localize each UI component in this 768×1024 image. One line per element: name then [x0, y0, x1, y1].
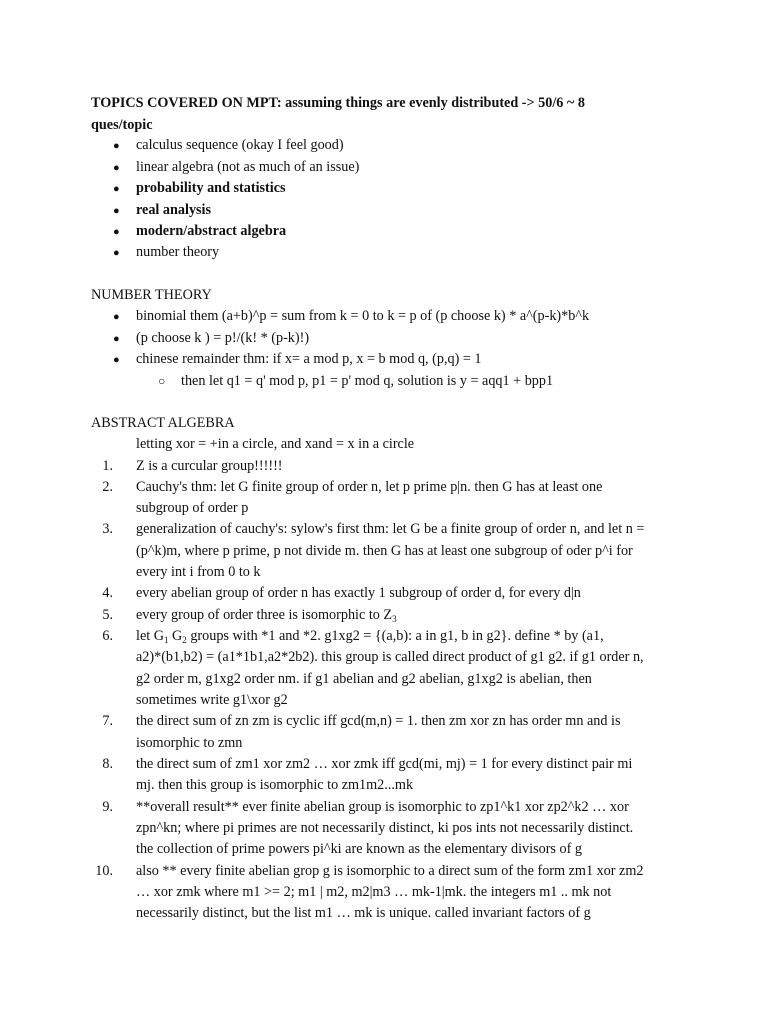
bullet-icon: ● [113, 140, 120, 152]
list-item-line: the direct sum of zn zm is cyclic iff gcd(m,n) = 1. then zm xor zn has order mn and is [136, 713, 621, 729]
list-item-line: every abelian group of order n has exactly 1 subgroup of order d, for every d|n [136, 585, 581, 601]
subscript: 1 [163, 635, 169, 645]
topic-item: probability and statistics [136, 180, 286, 196]
topics-heading-line1: TOPICS COVERED ON MPT: assuming things are evenly distributed -> 50/6 ~ 8 [91, 95, 585, 111]
bullet-icon: ● [113, 183, 120, 195]
list-item-line: **overall result** ever finite abelian group is isomorphic to zp1^k1 xor zp2^k2 … xor [136, 799, 629, 815]
list-number: 6. [102, 628, 113, 644]
bullet-icon: ● [113, 354, 120, 366]
list-number: 3. [102, 521, 113, 537]
number-theory-item: binomial them (a+b)^p = sum from k = 0 to k = p of (p choose k) * a^(p-k)*b^k [136, 308, 590, 324]
list-number: 2. [102, 479, 113, 495]
list-item-line: also ** every finite abelian grop g is isomorphic to a direct sum of the form zm1 xor zm2 [136, 863, 644, 879]
list-item-line: mj. then this group is isomorphic to zm1m2...mk [136, 777, 414, 793]
topic-item: linear algebra (not as much of an issue) [136, 159, 360, 175]
topic-item: modern/abstract algebra [136, 223, 287, 239]
abstract-algebra-heading: ABSTRACT ALGEBRA [91, 415, 235, 431]
list-item-line: generalization of cauchy's: sylow's first thm: let G be a finite group of order n, and let n = [136, 521, 645, 537]
list-item-text: let G [136, 628, 164, 644]
number-theory-subitem: then let q1 = q' mod p, p1 = p' mod q, solution is y = aqq1 + bpp1 [181, 373, 554, 389]
list-item-line: isomorphic to zmn [136, 735, 243, 751]
list-item-line: sometimes write g1\xor g2 [136, 692, 288, 708]
list-number: 9. [102, 799, 113, 815]
list-item-text: groups with *1 and *2. g1xg2 = {(a,b): a in g1, b in g2}. define * by (a1, [186, 628, 604, 644]
list-item-line: (p^k)m, where p prime, p not divide m. then G has at least one subgroup of oder p^i for [136, 543, 633, 559]
circle-bullet-icon: ○ [158, 374, 166, 388]
list-number: 8. [102, 756, 113, 772]
number-theory-heading: NUMBER THEORY [91, 287, 212, 303]
subscript: 3 [392, 614, 397, 624]
list-item-line: … xor zmk where m1 >= 2; m1 | m2, m2|m3 … mk-1|mk. the integers m1 .. mk not [136, 884, 612, 900]
bullet-icon: ● [113, 247, 120, 259]
list-item-line [136, 606, 397, 624]
list-item-line: the collection of prime powers pi^ki are known as the elementary divisors of g [136, 841, 582, 857]
list-item-line: Z is a curcular group!!!!!! [136, 458, 283, 474]
list-item-line: every int i from 0 to k [136, 564, 261, 580]
list-item-line: g2 order m, g1xg2 order nm. if g1 abelian and g2 abelian, g1xg2 is abelian, then [136, 671, 592, 687]
list-number: 10. [95, 863, 113, 879]
topic-item: calculus sequence (okay I feel good) [136, 137, 344, 153]
list-number: 7. [102, 713, 113, 729]
list-item-line: Cauchy's thm: let G finite group of order n, let p prime p|n. then G has at least one [136, 479, 603, 495]
list-item-line [136, 627, 604, 645]
list-item-line: subgroup of order p [136, 500, 249, 516]
list-item-line: a2)*(b1,b2) = (a1*1b1,a2*2b2). this group is called direct product of g1 g2. if g1 order n, [136, 649, 644, 665]
list-item-line: zpn^kn; where pi primes are not necessarily distinct, ki pos ints not necessarily distinct. [136, 820, 634, 836]
bullet-icon: ● [113, 162, 120, 174]
bullet-icon: ● [113, 333, 120, 345]
list-number: 4. [102, 585, 113, 601]
bullet-icon: ● [113, 226, 120, 238]
list-item-line: the direct sum of zm1 xor zm2 … xor zmk iff gcd(mi, mj) = 1 for every distinct pair mi [136, 756, 633, 772]
topic-item: real analysis [136, 202, 212, 218]
list-number: 1. [102, 458, 113, 474]
bullet-icon: ● [113, 311, 120, 323]
number-theory-item: (p choose k ) = p!/(k! * (p-k)!) [136, 330, 310, 346]
subscript: 2 [182, 635, 187, 645]
list-number: 5. [102, 607, 113, 623]
list-item-text: every group of order three is isomorphic to Z [136, 607, 393, 623]
topic-item: number theory [136, 244, 220, 260]
bullet-icon: ● [113, 205, 120, 217]
abstract-algebra-intro: letting xor = +in a circle, and xand = x in a circle [136, 436, 415, 452]
number-theory-item: chinese remainder thm: if x= a mod p, x = b mod q, (p,q) = 1 [136, 351, 482, 367]
list-item-text: G [168, 628, 183, 644]
topics-heading-line2: ques/topic [91, 117, 153, 133]
list-item-line: necessarily distinct, but the list m1 … mk is unique. called invariant factors of g [136, 905, 591, 921]
